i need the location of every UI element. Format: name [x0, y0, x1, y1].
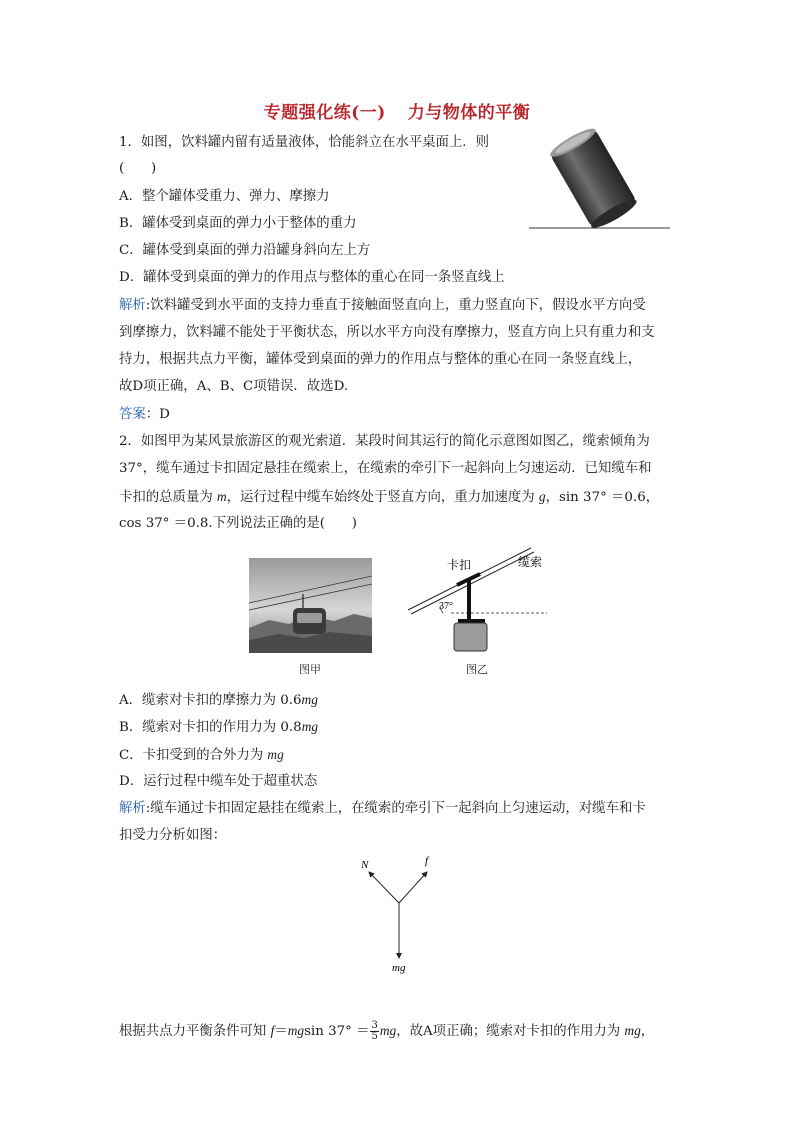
- analysis-label: 解析: [119, 801, 146, 816]
- q1-analysis-line1: 解析:饮料罐受到水平面的支持力垂直于接触面竖直向上，重力竖直向下，假设水平方向受: [119, 298, 646, 313]
- page-title: [0, 98, 794, 123]
- angle-label: 37°: [439, 601, 453, 612]
- q2-option-b: B．缆索对卡扣的作用力为 0.8mg: [119, 719, 319, 735]
- label-N: N: [361, 859, 369, 871]
- can-figure: [525, 125, 675, 233]
- clip-label: 卡扣: [447, 558, 472, 572]
- title-part2: 力与物体的平衡: [407, 103, 531, 123]
- q2-stem-line4: cos 37° ＝0.8.下列说法正确的是( ): [119, 516, 357, 531]
- q2-option-d: D．运行过程中缆车处于超重状态: [119, 774, 318, 789]
- q2-option-a: A．缆索对卡扣的摩擦力为 0.6mg: [119, 692, 318, 708]
- force-diagram: [355, 850, 445, 975]
- q2-stem-line2: 37°，缆车通过卡扣固定悬挂在缆索上，在缆索的牵引下一起斜向上匀速运动．已知缆车和: [119, 461, 652, 476]
- q2-stem-line3: 卡扣的总质量为 m，运行过程中缆车始终处于竖直方向，重力加速度为 g，sin 37° ＝0.6，: [119, 489, 660, 505]
- cable-car-photo: [249, 558, 372, 653]
- q2-analysis-line2: 扣受力分析如图：: [119, 828, 227, 843]
- caption-figure-a: 图甲: [299, 663, 321, 676]
- q1-option-d: D．罐体受到桌面的弹力的作用点与整体的重心在同一条竖直线上: [119, 270, 505, 285]
- cable-label: 缆索: [518, 555, 543, 569]
- q1-stem-line2: ( ): [119, 161, 157, 176]
- friction-force-arrow: [399, 872, 427, 903]
- cable-schematic: [405, 545, 560, 655]
- title-part1: 专题强化练(一): [263, 103, 386, 123]
- q1-option-b: B．罐体受到桌面的弹力小于整体的重力: [119, 216, 357, 231]
- q2-conclusion-line: 根据共点力平衡条件可知 f＝mgsin 37° ＝ $\frac{3}{5}$ mg，故A项正确；缆索对卡扣的作用力为 mg，: [119, 1020, 655, 1042]
- fraction-three-fifths: $\frac{3}{5}$: [371, 1020, 378, 1042]
- q1-option-a: A．整个罐体受重力、弹力、摩擦力: [119, 189, 330, 204]
- q1-analysis-line4: 故D项正确，A、B、C项错误．故选D.: [119, 379, 349, 394]
- tilted-can: [547, 125, 639, 232]
- q1-stem-line1: 1．如图，饮料罐内留有适量液体，恰能斜立在水平桌面上．则: [119, 135, 490, 150]
- q2-analysis-line1: 解析:缆车通过卡扣固定悬挂在缆索上，在缆索的牵引下一起斜向上匀速运动，对缆车和卡: [119, 801, 646, 816]
- q1-analysis-line3: 持力，根据共点力平衡，罐体受到桌面的弹力的作用点与整体的重心在同一条竖直线上，: [119, 352, 642, 367]
- q1-analysis-line2: 到摩擦力，饮料罐不能处于平衡状态，所以水平方向没有摩擦力，竖直方向上只有重力和支: [119, 325, 655, 340]
- answer-label: 答案: [119, 407, 146, 422]
- q1-option-c: C．罐体受到桌面的弹力沿罐身斜向左上方: [119, 243, 371, 258]
- analysis-label: 解析: [119, 298, 146, 313]
- label-mg: mg: [392, 962, 406, 974]
- caption-figure-b: 图乙: [466, 663, 488, 676]
- label-f: f: [425, 855, 429, 867]
- normal-force-arrow: [369, 872, 399, 903]
- q2-stem-line1: 2．如图甲为某风景旅游区的观光索道．某段时间其运行的简化示意图如图乙，缆索倾角为: [119, 434, 650, 449]
- q1-answer: 答案：D: [119, 407, 170, 422]
- q2-option-c: C．卡扣受到的合外力为 mg: [119, 747, 284, 763]
